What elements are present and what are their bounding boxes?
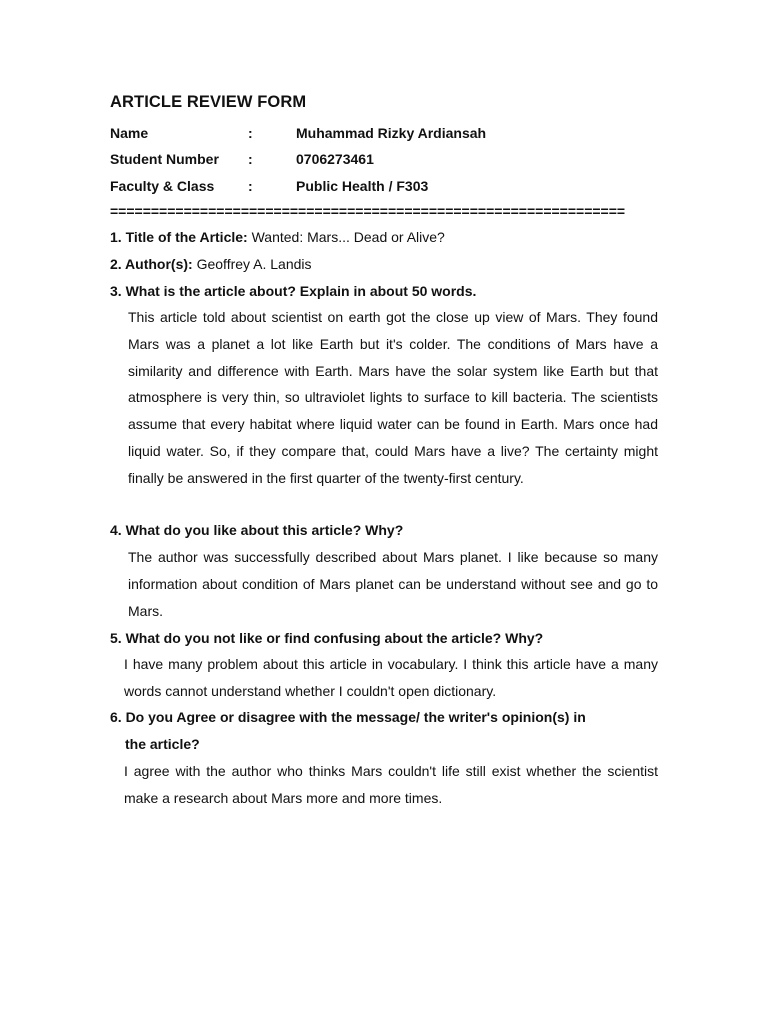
question-3-label: 3. What is the article about? Explain in about 50 words.: [110, 283, 477, 299]
faculty-class-label: Faculty & Class: [110, 178, 215, 194]
question-3-answer: This article told about scientist on earth got the close up view of Mars. They found Mars was a planet a lot like Earth but it's colder. The conditions of Mars have a similarity and difference with Earth. Mars have the solar system like Earth but that atmosphere is very thin, so ultraviolet lights to surface to kill bacteria. The scientists assume that every habitat where liquid water can be found in Earth. Mars once had liquid water. So, if they compare that, could Mars have a live? The certainty might finally be answered in the first quarter of the twenty-first century.: [128, 309, 658, 486]
name-value: Muhammad Rizky Ardiansah: [296, 125, 487, 141]
question-5-label: 5. What do you not like or find confusing about the article? Why?: [110, 630, 544, 646]
question-5-answer: I have many problem about this article in vocabulary. I think this article have a many words cannot understand whether I couldn't open dictionary.: [124, 656, 658, 699]
student-number-value: 0706273461: [296, 151, 374, 167]
question-6-answer: I agree with the author who thinks Mars couldn't life still exist whether the scientist make a research about Mars more and more times.: [124, 763, 658, 806]
question-4-answer: The author was successfully described about Mars planet. I like because so many information about condition of Mars planet can be understand without see and go to Mars.: [128, 549, 658, 619]
faculty-class-colon: :: [248, 178, 253, 194]
student-number-colon: :: [248, 151, 253, 167]
question-6-label: [110, 704, 658, 757]
name-colon: :: [248, 125, 253, 141]
question-6-label-line2: the article?: [125, 735, 200, 752]
question-4-label: 4. What do you like about this article? Why?: [110, 522, 404, 538]
question-6-label-line1: 6. Do you Agree or disagree with the message/ the writer's opinion(s) in: [110, 709, 586, 725]
question-2-label: 2. Author(s):: [110, 256, 193, 272]
name-label: Name: [110, 125, 149, 141]
question-2: [110, 256, 312, 272]
question-1-label: 1. Title of the Article:: [110, 229, 248, 245]
question-1: [110, 229, 445, 245]
question-2-answer: Geoffrey A. Landis: [192, 256, 312, 272]
student-number-label: Student Number: [110, 151, 219, 167]
question-1-answer: Wanted: Mars... Dead or Alive?: [247, 229, 445, 245]
form-title: ARTICLE REVIEW FORM: [110, 93, 307, 111]
separator-line: ===============================================================: [110, 203, 626, 219]
faculty-class-value: Public Health / F303: [296, 178, 429, 194]
